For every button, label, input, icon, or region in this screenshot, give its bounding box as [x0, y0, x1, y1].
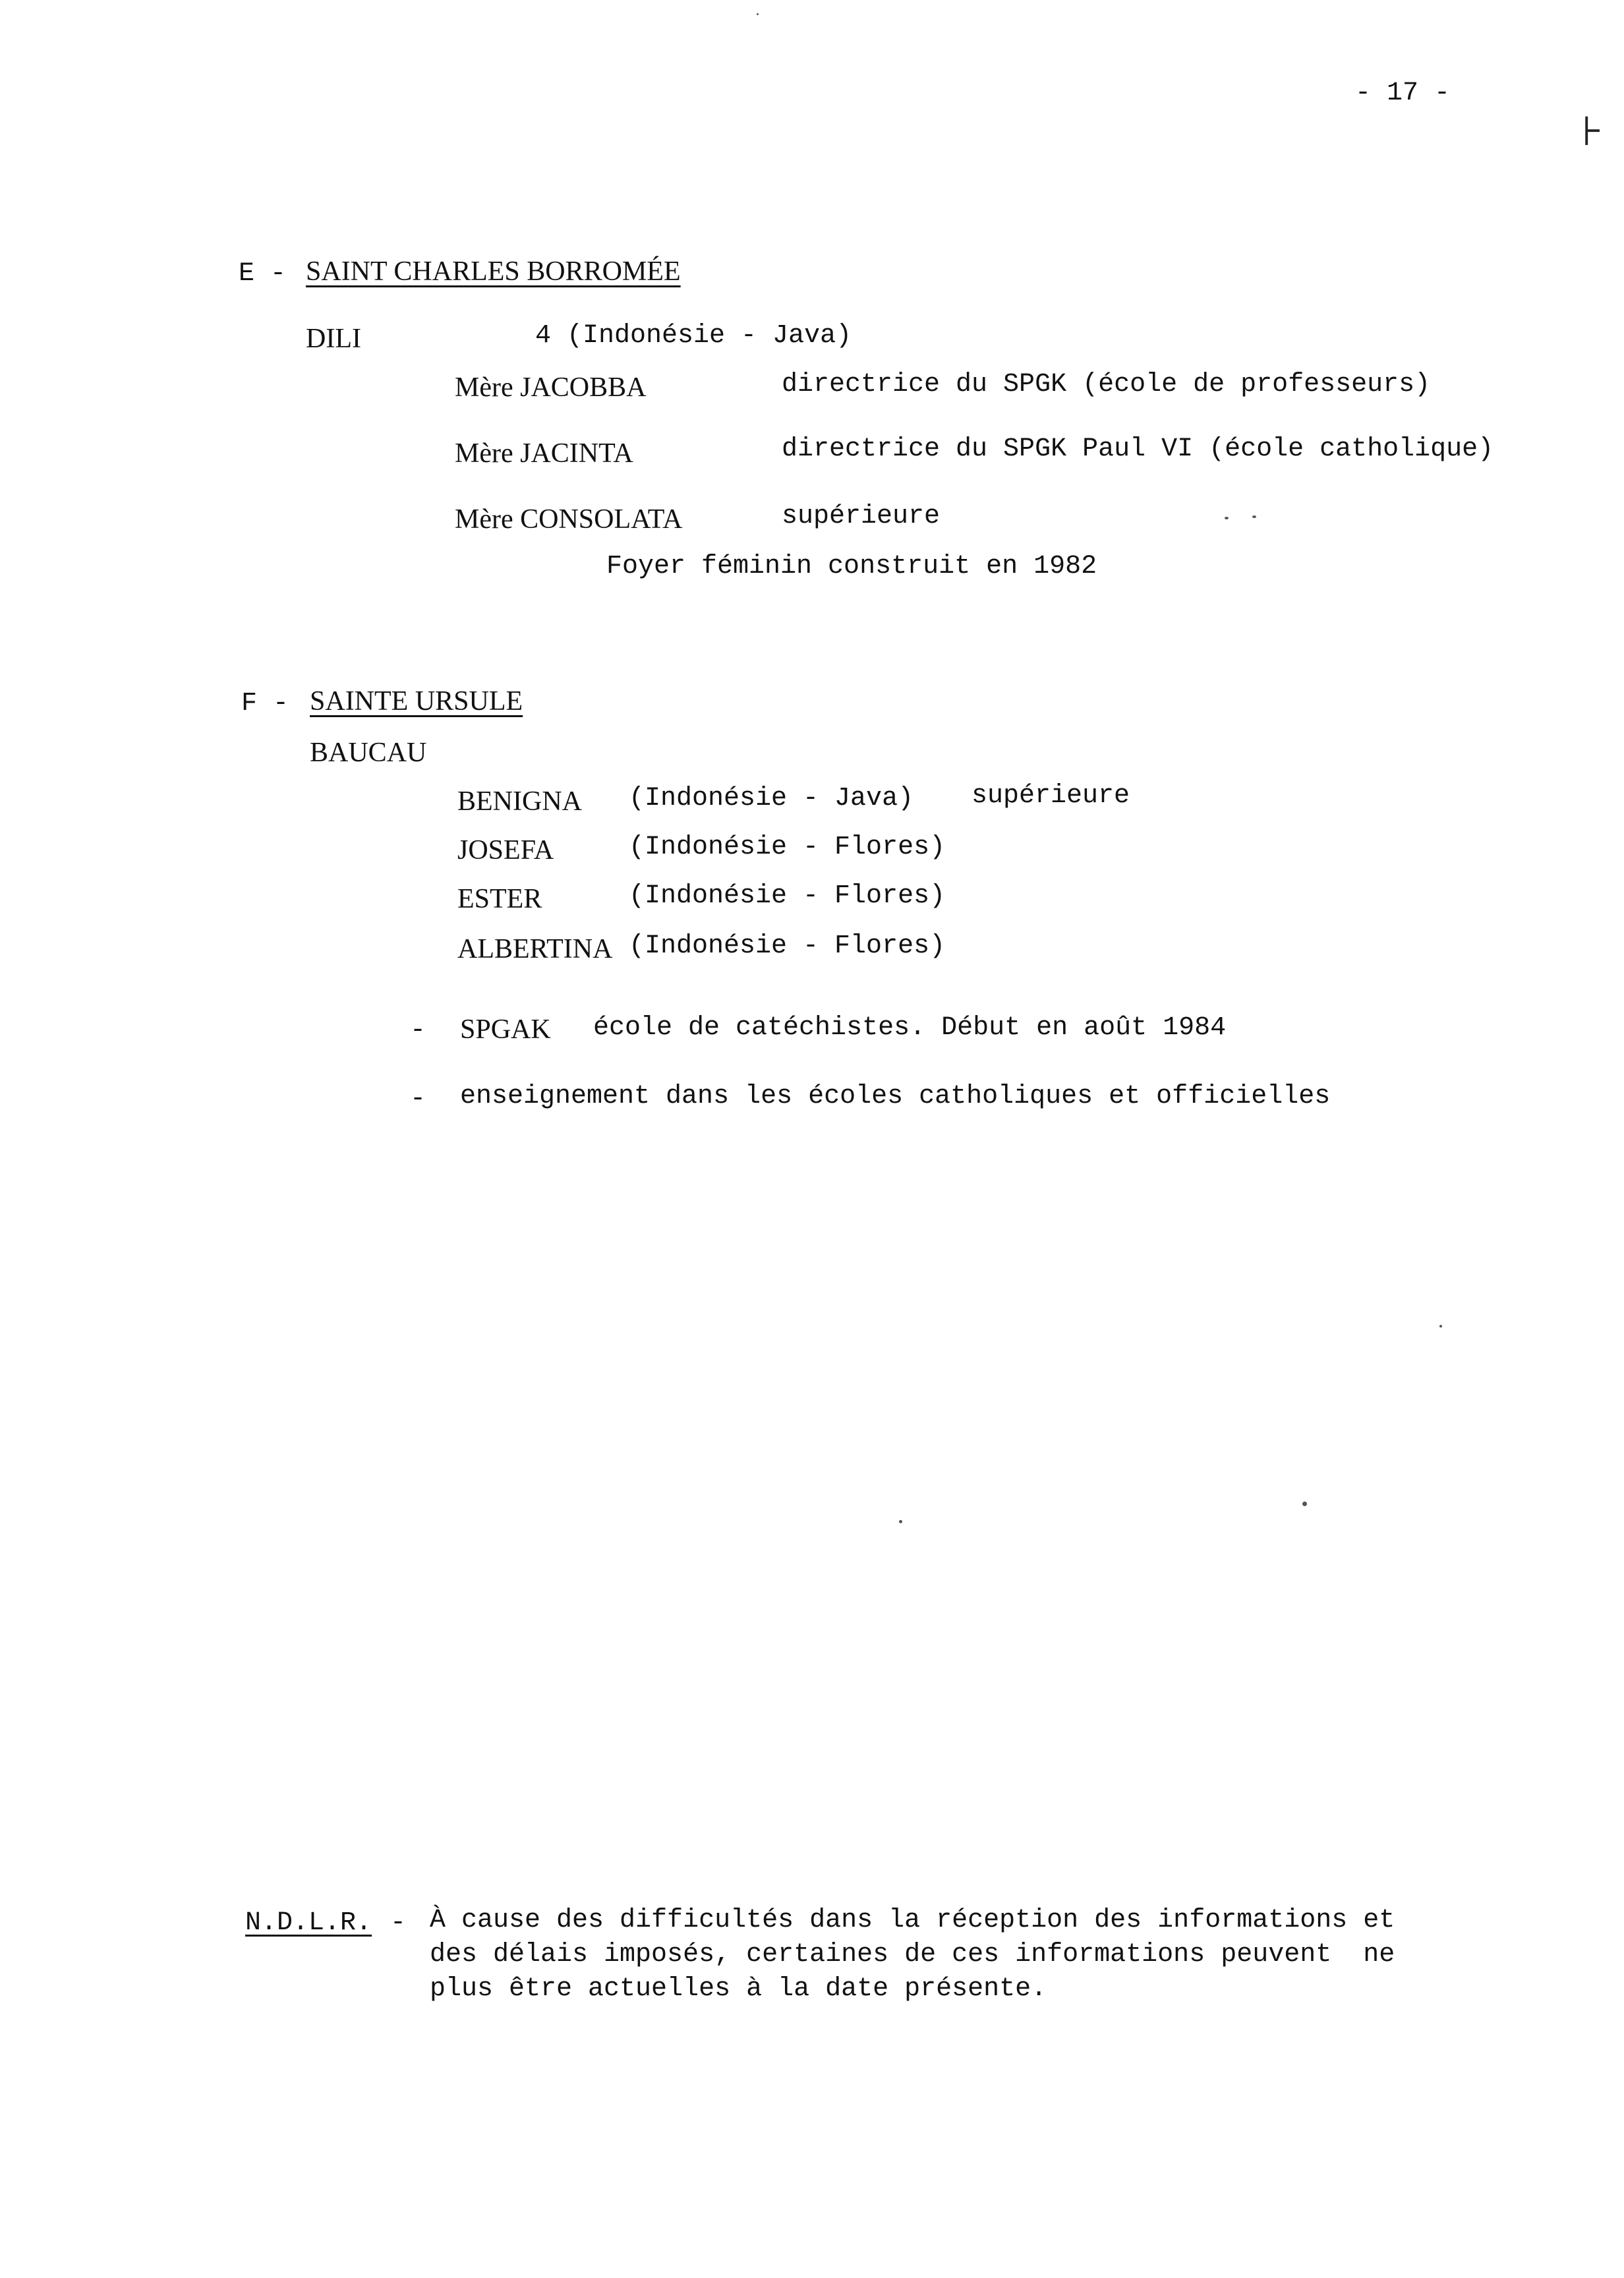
member-name: JOSEFA — [457, 835, 554, 865]
ndlr-label: N.D.L.R. — [245, 1908, 372, 1938]
page-number: - 17 - — [1355, 78, 1451, 108]
bullet-dash: - — [410, 1016, 426, 1045]
bullet-text: enseignement dans les écoles catholiques et officielles — [460, 1082, 1331, 1111]
ndlr-line: des délais imposés, certaines de ces informations peuvent ne — [430, 1940, 1395, 1970]
member-origin: (Indonésie - Flores) — [629, 931, 946, 961]
scan-speck — [757, 13, 759, 15]
entry-name: Mère CONSOLATA — [455, 504, 683, 535]
margin-mark: ⊦ — [1582, 109, 1604, 154]
member-role: supérieure — [972, 781, 1130, 811]
scan-speck — [1252, 515, 1256, 518]
ndlr-line: plus être actuelles à la date présente. — [430, 1974, 1047, 2004]
section-f-place: BAUCAU — [310, 738, 427, 768]
bullet-text: école de catéchistes. Début en août 1984 — [593, 1013, 1227, 1043]
bullet-dash: - — [410, 1084, 426, 1114]
scan-speck — [1302, 1502, 1307, 1506]
scan-speck — [899, 1520, 902, 1523]
member-origin: (Indonésie - Flores) — [629, 832, 946, 862]
entry-role: supérieure — [782, 502, 941, 531]
scan-speck — [1225, 517, 1229, 519]
section-f-letter: F - — [241, 689, 289, 718]
section-e-title: SAINT CHARLES BORROMÉE — [306, 256, 681, 287]
scan-speck — [1439, 1325, 1442, 1328]
entry-name: Mère JACINTA — [455, 438, 633, 469]
section-e-place: DILI — [306, 324, 361, 354]
member-name: ESTER — [457, 884, 542, 914]
member-name: BENIGNA — [457, 786, 582, 817]
bullet-label: SPGAK — [460, 1014, 551, 1045]
section-e-letter: E - — [239, 259, 287, 289]
entry-name: Mère JACOBBA — [455, 372, 647, 403]
section-e-summary: 4 (Indonésie - Java) — [535, 321, 852, 351]
entry-role: directrice du SPGK (école de professeurs) — [782, 370, 1431, 399]
section-e-note: Foyer féminin construit en 1982 — [606, 552, 1097, 581]
member-name: ALBERTINA — [457, 934, 613, 964]
section-f-title: SAINTE URSULE — [310, 686, 523, 716]
member-origin: (Indonésie - Java) — [629, 784, 914, 813]
entry-role: directrice du SPGK Paul VI (école catholique) — [782, 434, 1494, 464]
ndlr-dash: - — [390, 1908, 407, 1938]
ndlr-line: À cause des difficultés dans la réception des informations et — [430, 1906, 1395, 1935]
member-origin: (Indonésie - Flores) — [629, 881, 946, 911]
